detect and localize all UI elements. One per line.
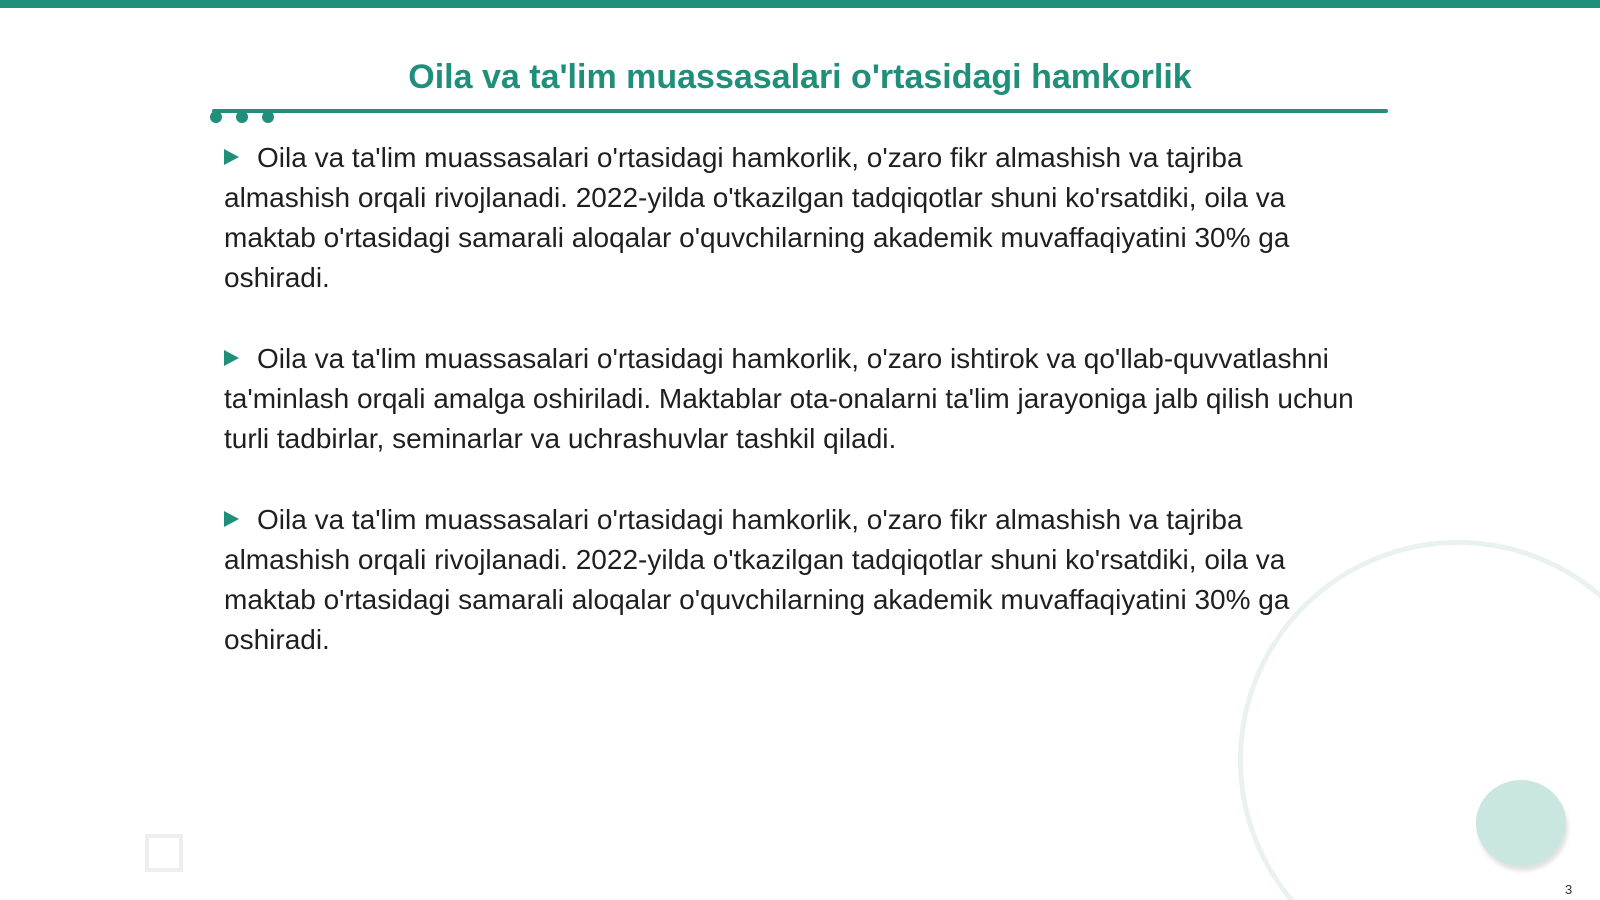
slide-title: Oila va ta'lim muassasalari o'rtasidagi hamkorlik: [408, 58, 1192, 96]
bullet-item: [224, 339, 1364, 459]
bullet-list: [224, 138, 1364, 701]
decorative-dot: [262, 111, 274, 123]
bullet-text: Oila va ta'lim muassasalari o'rtasidagi hamkorlik, o'zaro fikr almashish va tajriba almashish orqali rivojlanadi. 2022-yilda o'tkazilgan tadqiqotlar shuni ko'rsatdiki, oila va maktab o'rtasidagi samarali aloqalar o'quvchilarning akademik muvaffaqiyatini 30% ga oshiradi.: [224, 142, 1290, 293]
triangle-bullet-icon: [224, 511, 239, 527]
triangle-bullet-icon: [224, 149, 239, 165]
bullet-item: [224, 500, 1364, 660]
decorative-square: [145, 834, 183, 872]
decorative-dot: [236, 111, 248, 123]
page-number: 3: [1565, 882, 1573, 897]
bullet-text: Oila va ta'lim muassasalari o'rtasidagi hamkorlik, o'zaro ishtirok va qo'llab-quvvatlashni ta'minlash orqali amalga oshiriladi. Maktablar ota-onalarni ta'lim jarayoniga jalb qilish uchun turli tadbirlar, seminarlar va uchrashuvlar tashkil qiladi.: [224, 343, 1354, 454]
title-underline: [212, 109, 1388, 113]
triangle-bullet-icon: [224, 350, 239, 366]
decorative-small-circle: [1476, 780, 1566, 866]
top-accent-bar: [0, 0, 1600, 8]
bullet-text: Oila va ta'lim muassasalari o'rtasidagi hamkorlik, o'zaro fikr almashish va tajriba almashish orqali rivojlanadi. 2022-yilda o'tkazilgan tadqiqotlar shuni ko'rsatdiki, oila va maktab o'rtasidagi samarali aloqalar o'quvchilarning akademik muvaffaqiyatini 30% ga oshiradi.: [224, 504, 1290, 655]
bullet-item: [224, 138, 1364, 298]
decorative-dot: [210, 111, 222, 123]
